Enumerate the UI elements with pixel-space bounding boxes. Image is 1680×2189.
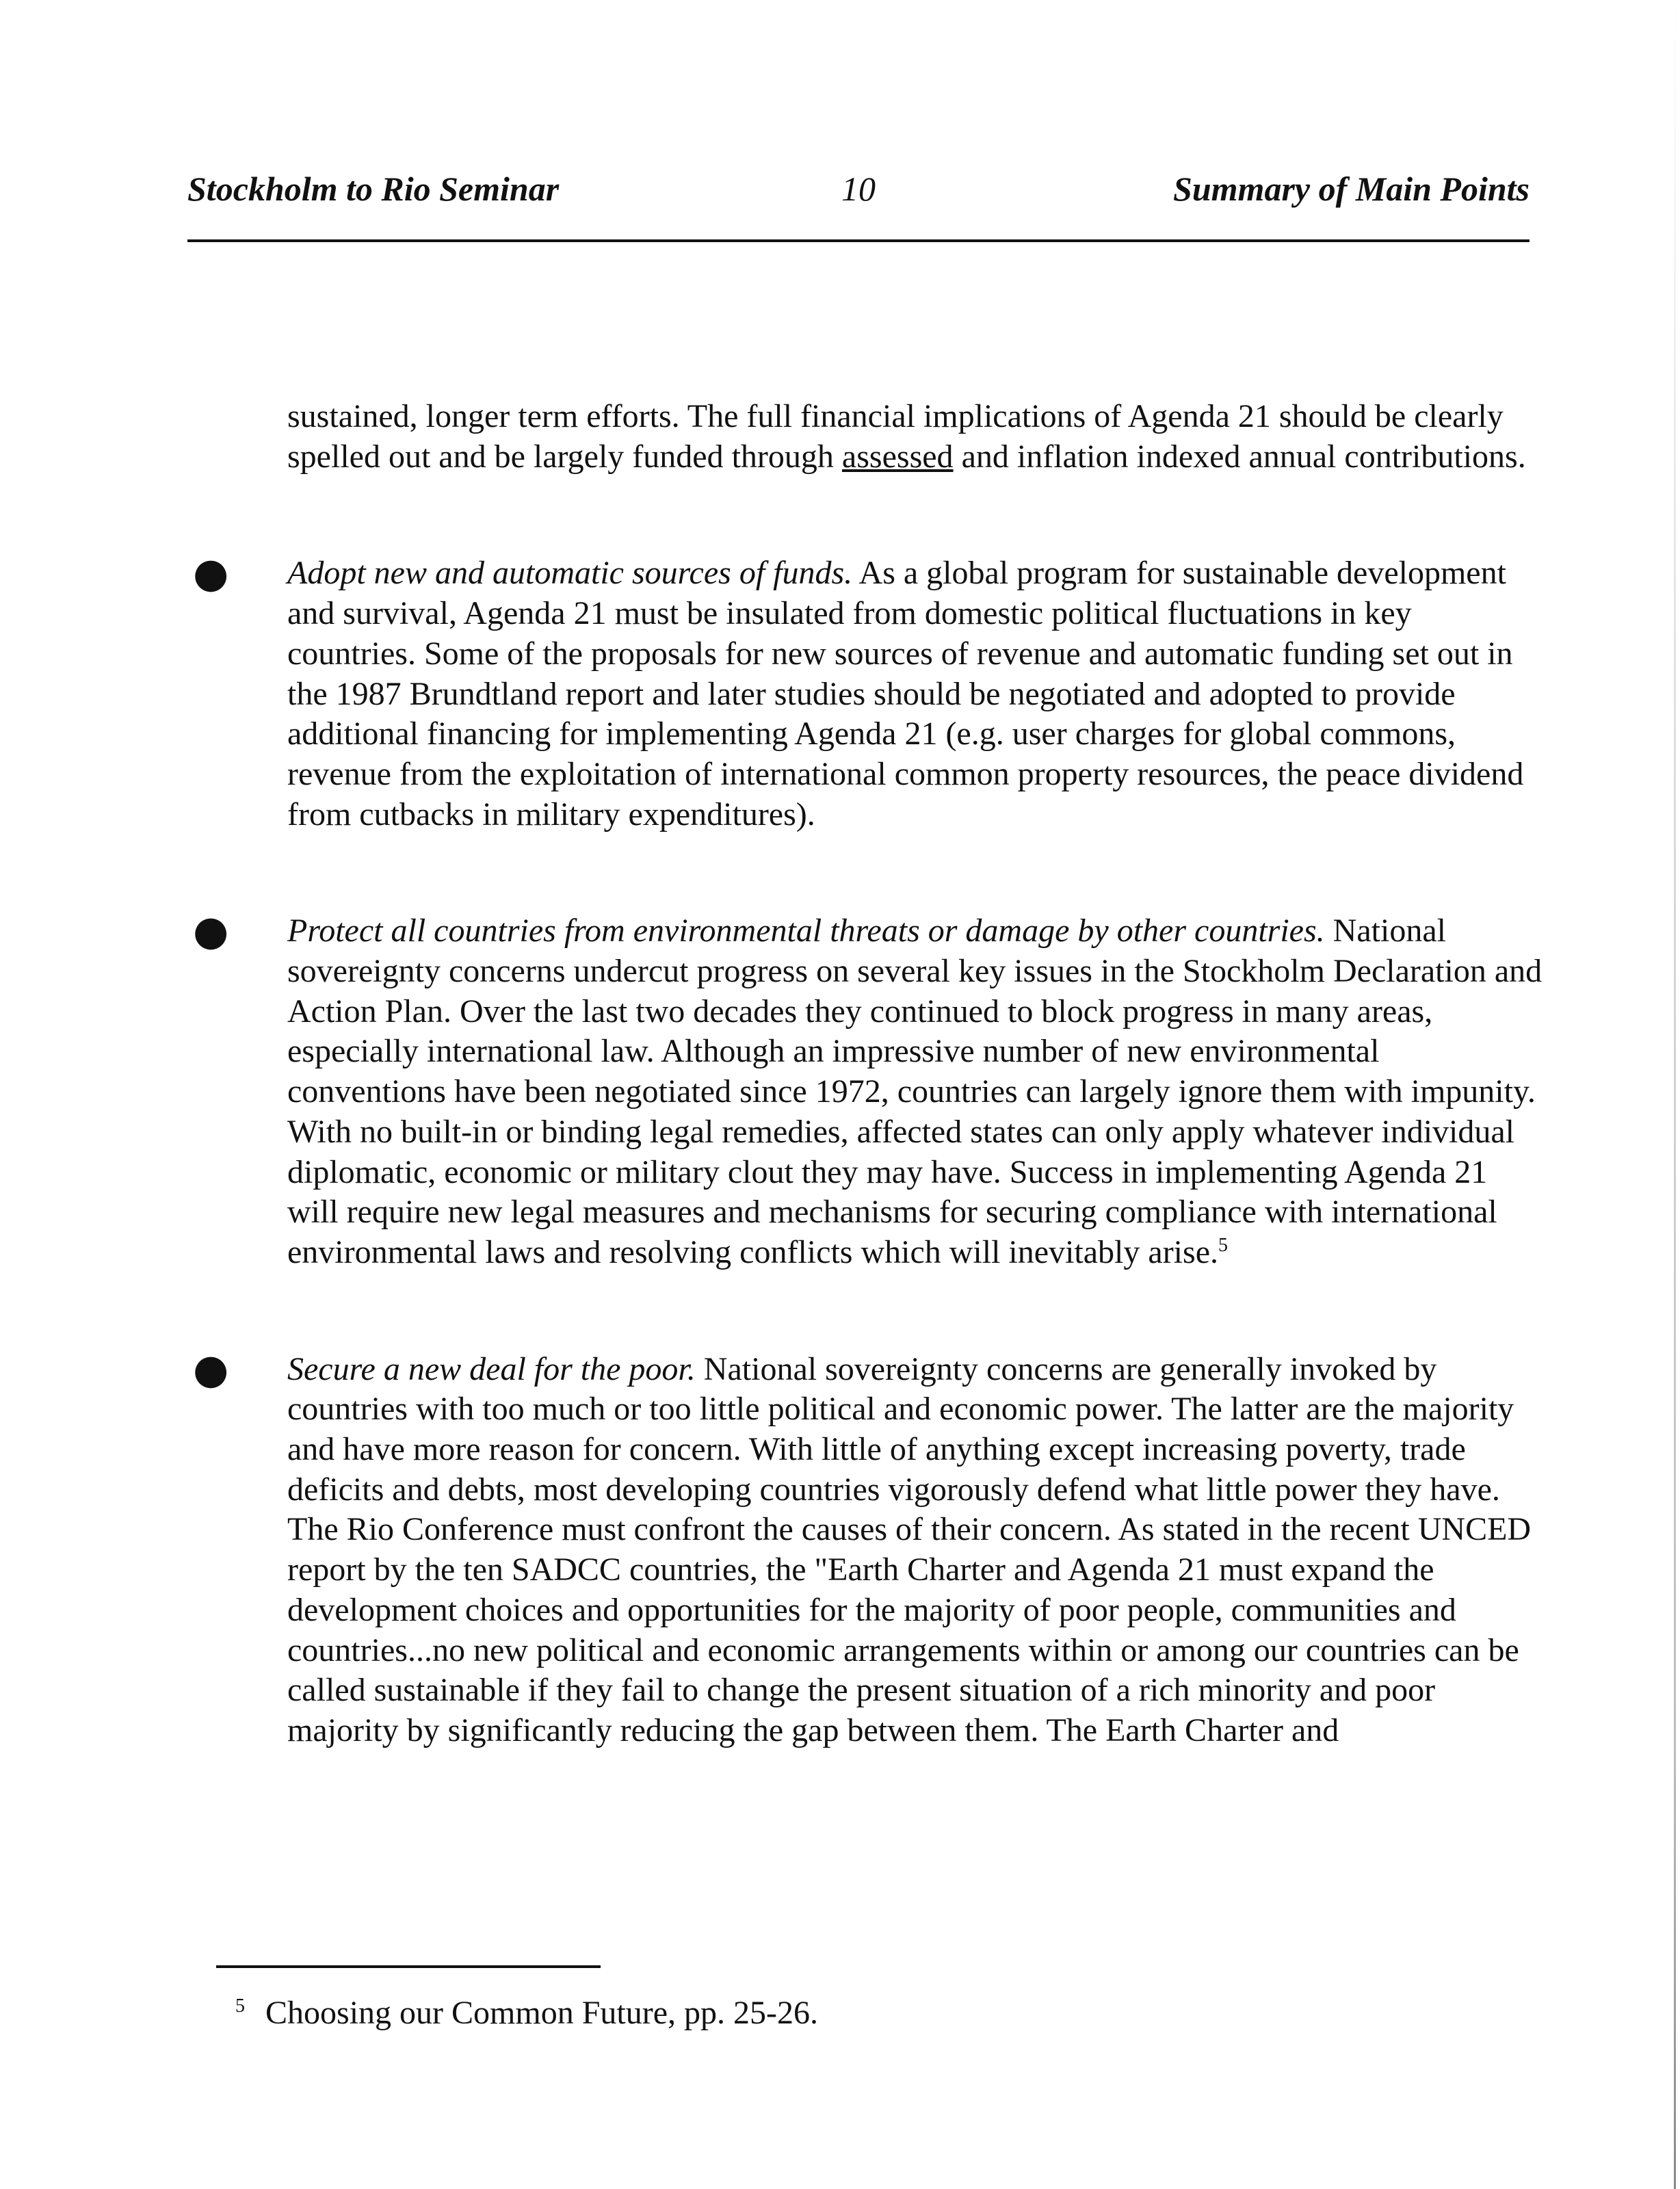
footnote-marker: 5 [235, 1995, 245, 2017]
intro-text-2: and inflation indexed annual contributions. [953, 438, 1526, 475]
bullet-item-poor [193, 1345, 1546, 1751]
bullet-lead: Protect all countries from environmental threats or damage by other countries. [287, 913, 1325, 949]
footnote [235, 1989, 818, 2037]
running-title-right: Summary of Main Points [1173, 170, 1530, 208]
running-title-left: Stockholm to Rio Seminar [187, 170, 560, 208]
header-rule [187, 239, 1530, 242]
intro-paragraph [287, 397, 1546, 477]
bullet-lead: Secure a new deal for the poor. [287, 1350, 696, 1387]
footnote-rule [216, 1965, 601, 1968]
page-header [187, 161, 1530, 216]
bullet-text: As a global program for sustainable development and survival, Agenda 21 must be insulated from domestic political fluctuations in key countries. Some of the proposals for new sources of revenue and automatic funding set out in the 1987 Brundtland report and later studies should be negotiated and adopted to provide additional financing for implementing Agenda 21 (e.g. user charges for global commons, revenue from the exploitation of international common property resources, the peace dividend from cutbacks in military expenditures). [287, 555, 1524, 833]
page-number: 10 [841, 170, 876, 208]
intro-underlined-word: assessed [841, 438, 954, 475]
bullet-item-funds [193, 549, 1546, 835]
bullet-icon: ● [193, 907, 229, 956]
footnote-reference: 5 [1218, 1234, 1228, 1256]
intro-text-1: sustained, longer term efforts. The full financial implications of Agenda 21 should be clearly spelled out and be largely funded through [287, 398, 1504, 475]
bullet-icon: ● [193, 1345, 229, 1393]
body-text [193, 397, 1546, 1751]
bullet-lead: Adopt new and automatic sources of funds. [287, 555, 853, 592]
footnote-text: Choosing our Common Future, pp. 25-26. [265, 1995, 819, 2031]
scan-edge [1674, 0, 1676, 2189]
bullet-icon: ● [193, 549, 229, 598]
bullet-item-protect [193, 907, 1546, 1272]
bullet-text: National sovereignty concerns undercut progress on several key issues in the Stockholm Declaration and Action Plan. Over the last two decades they continued to block progress in many areas, especially international law. Although an impressive number of new environmental conventions have been negotiated since 1972, countries can largely ignore them with impunity. With no built-in or binding legal remedies, affected states can only apply whatever individual diplomatic, economic or military clout they may have. Success in implementing Agenda 21 will require new legal measures and mechanisms for securing compliance with international environmental laws and resolving conflicts which will inevitably arise. [287, 913, 1543, 1270]
bullet-text: National sovereignty concerns are generally invoked by countries with too much or too little political and economic power. The latter are the majority and have more reason for concern. With little of anything except increasing poverty, trade deficits and debts, most developing countries vigorously defend what little power they have. The Rio Conference must confront the causes of their concern. As stated in the recent UNCED report by the ten SADCC countries, the "Earth Charter and Agenda 21 must expand the development choices and opportunities for the majority of poor people, communities and countries...no new political and economic arrangements within or among our countries can be called sustainable if they fail to change the present situation of a rich minority and poor majority by significantly reducing the gap between them. The Earth Charter and [287, 1350, 1532, 1748]
